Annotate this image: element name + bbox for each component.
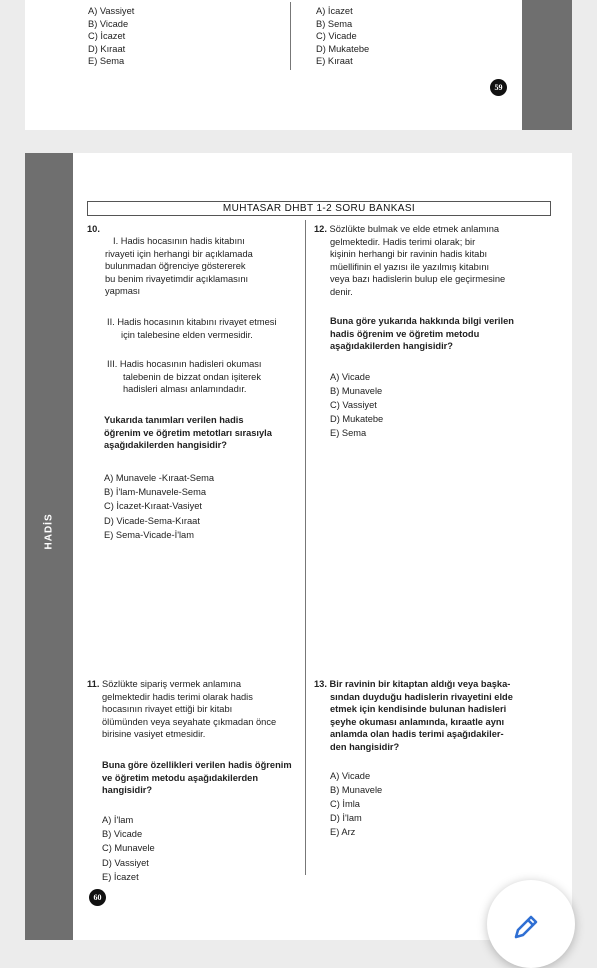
option-a: A) Vassiyet bbox=[88, 6, 135, 16]
question-12-options bbox=[330, 370, 383, 440]
question-11-options bbox=[102, 813, 155, 884]
column-divider bbox=[290, 2, 291, 70]
option-b: B) Munavele bbox=[330, 785, 383, 795]
option-e: E) Arz bbox=[330, 827, 356, 837]
question-10-item-2: II. Hadis hocasının kitabını rivayet etmesi için talebesine elden vermesidir. bbox=[107, 317, 277, 340]
column-divider-lower bbox=[305, 675, 306, 875]
option-d: D) İ'lam bbox=[330, 813, 362, 823]
page-header: MUHTASAR DHBT 1-2 SORU BANKASI bbox=[87, 201, 551, 216]
option-c: C) İcazet bbox=[88, 31, 126, 42]
question-12-stem: Buna göre yukarıda hakkında bilgi verilen hadis öğrenim ve öğretim metodu aşağıdakilerden hangisidir? bbox=[330, 316, 514, 352]
option-d: D) Vicade-Sema-Kıraat bbox=[104, 515, 200, 526]
option-d: D) Vassiyet bbox=[102, 857, 149, 868]
option-a: A) Vicade bbox=[330, 771, 371, 781]
question-10-item-3: III. Hadis hocasının hadisleri okuması talebenin de bizzat ondan işiterek hadisleri alması anlamındadır. bbox=[107, 359, 262, 395]
option-a: A) İcazet bbox=[316, 6, 353, 16]
option-c: C) Vassiyet bbox=[330, 400, 377, 410]
question-page bbox=[25, 153, 572, 940]
option-c: C) İcazet-Kıraat-Vasiyet bbox=[104, 501, 202, 512]
pencil-icon bbox=[512, 913, 540, 941]
option-a: A) İ'lam bbox=[102, 815, 134, 825]
page-number: 60 bbox=[89, 889, 106, 906]
option-a: A) Vicade bbox=[330, 372, 371, 382]
right-answer-options bbox=[316, 5, 369, 68]
left-answer-options bbox=[88, 5, 134, 68]
option-e: E) Kıraat bbox=[316, 56, 353, 67]
section-label: HADİS bbox=[43, 513, 55, 550]
question-number: 11. bbox=[87, 679, 100, 689]
side-band bbox=[522, 0, 572, 130]
question-10-item-1: I. Hadis hocasının hadis kitabını rivayeti için herhangi bir açıklamada bulunmadan öğrenciye göstererek bu benim rivayetimdir açıklamasını yapması bbox=[105, 236, 253, 297]
question-12: 12. Sözlükte bulmak ve elde etmek anlamına gelmektedir. Hadis terimi olarak; bir kişinin herhangi bir ravinin hadis kitabı müellifinin el yazısı ile yazılmış kitabını veya bazı hadislerin bulup ele geçirmesine denir. bbox=[314, 224, 506, 297]
side-band bbox=[25, 153, 73, 940]
option-b: B) Sema bbox=[316, 18, 353, 29]
option-e: E) Sema bbox=[88, 56, 125, 67]
option-e: E) Sema-Vicade-İ'lam bbox=[104, 529, 194, 540]
question-13: 13. Bir ravinin bir kitaptan aldığı veya başka- sından duyduğu hadislerin rivayetini elde etmek için kendisinde bulunan hadisleri şeyhe okuması anlamında, kıraatle aynı anlamda olan hadis terimi aşağıdakiler- den hangisidir? bbox=[314, 679, 513, 752]
question-number: 12. bbox=[314, 224, 327, 234]
option-e: E) Sema bbox=[330, 428, 367, 438]
option-c: C) İmla bbox=[330, 799, 360, 809]
question-10-stem: Yukarıda tanımları verilen hadis öğrenim ve öğretim metotları sırasıyla aşağıdakilerden hangisidir? bbox=[104, 415, 272, 451]
option-d: D) Mukatebe bbox=[330, 414, 384, 424]
option-b: B) Vicade bbox=[88, 18, 129, 29]
edit-button[interactable] bbox=[487, 880, 575, 968]
question-10 bbox=[87, 223, 100, 236]
question-number: 13. bbox=[314, 679, 327, 689]
option-e: E) İcazet bbox=[102, 871, 139, 882]
option-d: D) Mukatebe bbox=[316, 43, 370, 54]
option-c: C) Vicade bbox=[316, 31, 357, 42]
option-a: A) Munavele -Kıraat-Sema bbox=[104, 473, 215, 483]
option-b: B) İ'lam-Munavele-Sema bbox=[104, 487, 207, 498]
question-10-options bbox=[104, 471, 214, 542]
option-b: B) Munavele bbox=[330, 386, 383, 396]
column-divider-upper bbox=[305, 220, 306, 680]
question-number: 10. bbox=[87, 224, 100, 234]
question-13-options bbox=[330, 769, 382, 839]
question-11-stem: Buna göre özellikleri verilen hadis öğrenim ve öğretim metodu aşağıdakilerden hangisidir? bbox=[102, 760, 292, 796]
question-11: 11. Sözlükte sipariş vermek anlamına gelmektedir hadis terimi olarak hadis hocasının rivayet ettiği bir kitabı ölümünden veya seyahate çıkmadan önce birisine vasiyet etmesidir. bbox=[87, 679, 277, 740]
option-b: B) Vicade bbox=[102, 829, 143, 840]
option-c: C) Munavele bbox=[102, 843, 155, 854]
page-number: 59 bbox=[490, 79, 507, 96]
previous-page bbox=[25, 0, 572, 130]
option-d: D) Kıraat bbox=[88, 43, 126, 54]
